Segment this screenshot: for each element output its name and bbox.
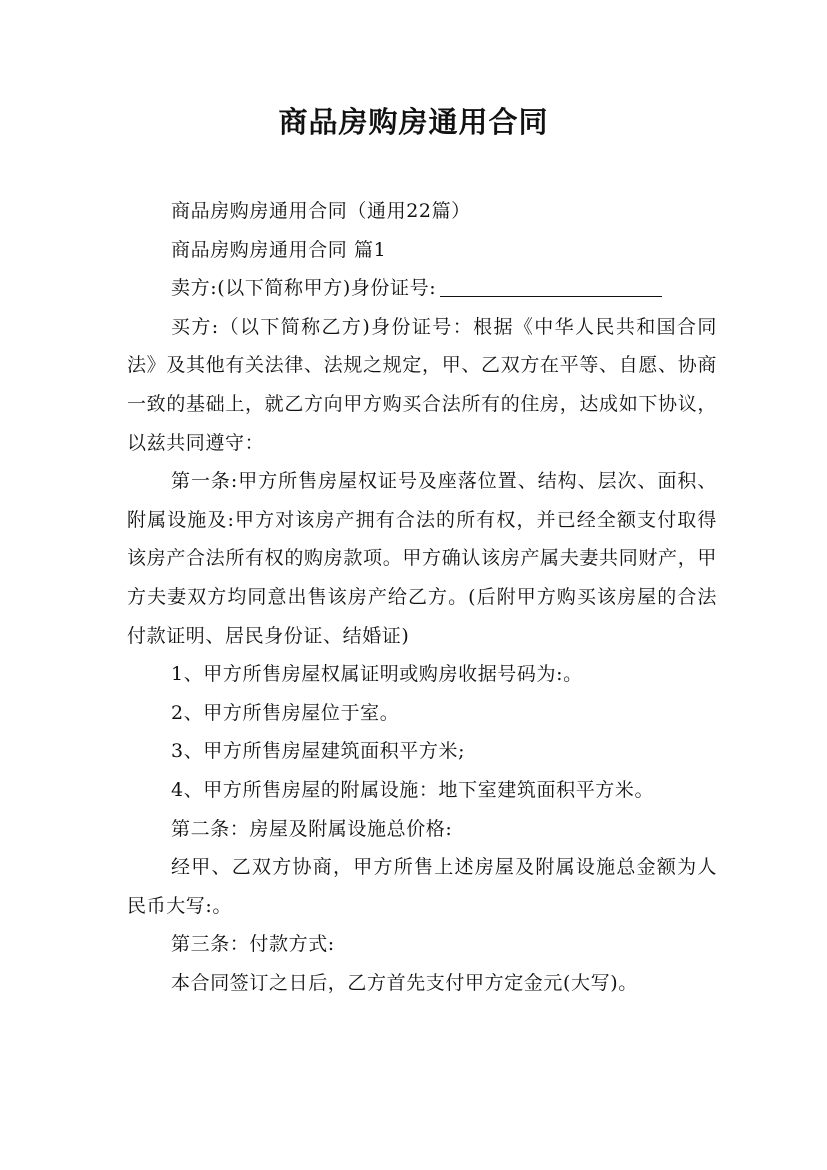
paragraph-article-2: 第二条：房屋及附属设施总价格: <box>171 817 453 840</box>
paragraph-item-4: 4、甲方所售房屋的附属设施：地下室建筑面积平方米。 <box>171 778 655 801</box>
paragraph-article-3: 第三条：付款方式: <box>171 933 335 956</box>
paragraph-buyer: 买方:（以下简称乙方)身份证号：根据《中华人民共和国合同法》及其他有关法律、法规之规定，甲、乙双方在平等、自愿、协商一致的基础上，就乙方向甲方购买合法所有的住房，达成如下协议，以兹共同遵守： <box>127 315 717 454</box>
seller-id-blank-line <box>440 276 662 297</box>
document-body <box>127 192 717 1002</box>
paragraph-item-2: 2、甲方所售房屋位于室。 <box>171 701 400 724</box>
paragraph-total-price: 经甲、乙双方协商，甲方所售上述房屋及附属设施总金额为人民币大写:。 <box>127 856 717 917</box>
paragraph-section-heading: 商品房购房通用合同 篇1 <box>171 238 387 261</box>
paragraph-subtitle: 商品房购房通用合同（通用22篇） <box>171 200 471 222</box>
document-title: 商品房购房通用合同 <box>278 105 549 139</box>
paragraph-seller <box>127 269 717 308</box>
paragraph-item-1: 1、甲方所售房屋权属证明或购房收据号码为:。 <box>171 663 583 686</box>
paragraph-payment: 本合同签订之日后，乙方首先支付甲方定金元(大写)。 <box>171 971 638 994</box>
seller-label: 卖方:(以下简称甲方)身份证号: <box>171 277 437 300</box>
paragraph-item-3: 3、甲方所售房屋建筑面积平方米; <box>171 740 466 763</box>
paragraph-article-1: 第一条:甲方所售房屋权证号及座落位置、结构、层次、面积、附属设施及:甲方对该房产拥有合法的所有权，并已经全额支付取得该房产合法所有权的购房款项。甲方确认该房产属夫妻共同财产，甲方夫妻双方均同意出售该房产给乙方。(后附甲方购买该房屋的合法付款证明、居民身份证、结婚证) <box>127 470 717 647</box>
